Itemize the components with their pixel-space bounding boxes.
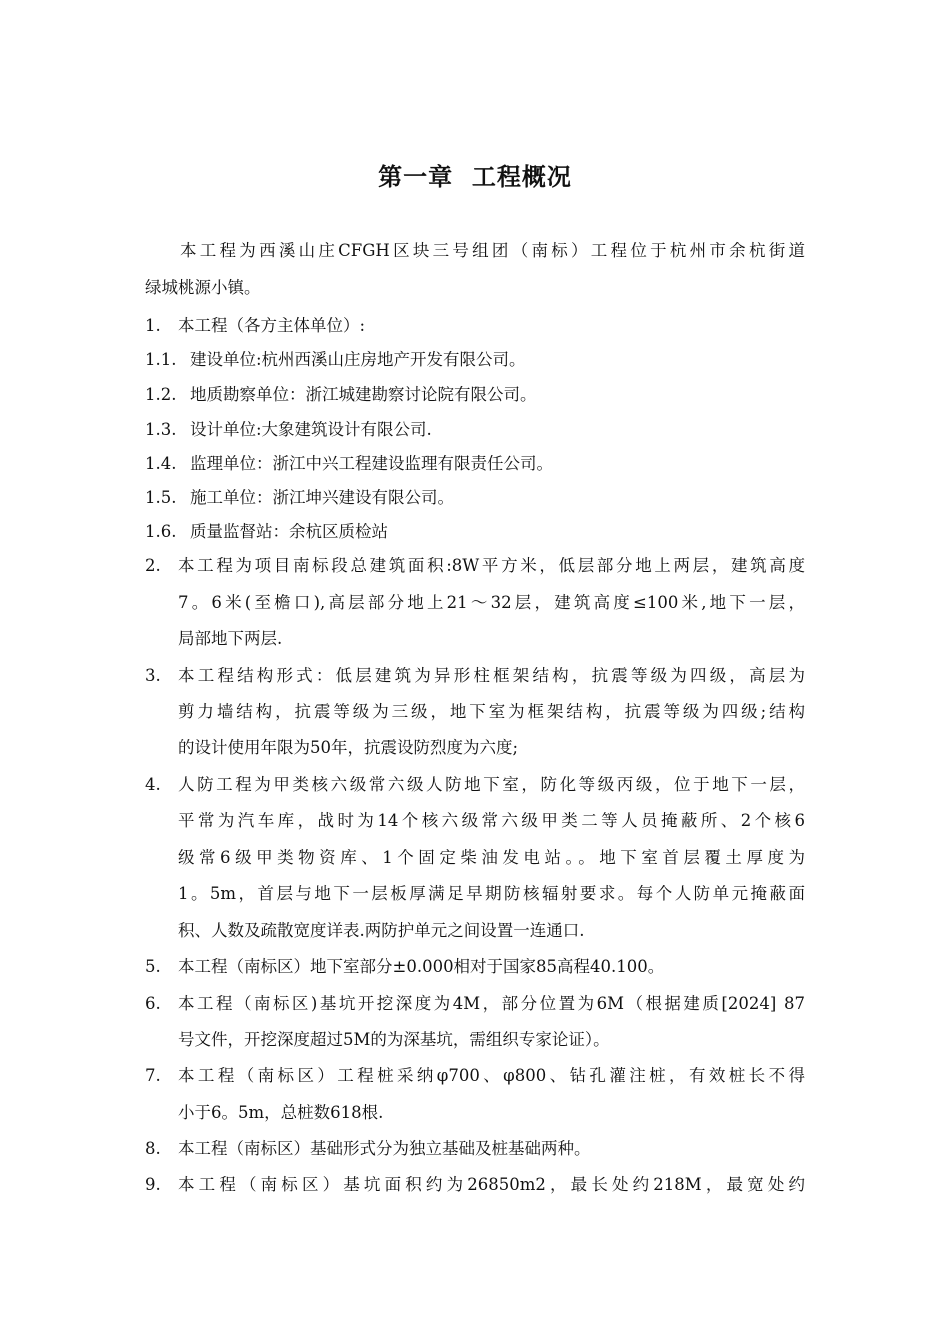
item-text: 平常为汽车库，战时为14个核六级常六级甲类二等人员掩蔽所、2个核6 [178, 811, 805, 830]
item-number: 7. [145, 1066, 161, 1085]
item-number: 1. [145, 316, 161, 335]
item-number: 3. [145, 666, 161, 685]
item-text: 的设计使用年限为50年，抗震设防烈度为六度; [178, 738, 519, 757]
item-text: 本工程为项目南标段总建筑面积:8W平方米，低层部分地上两层，建筑高度 [178, 556, 805, 575]
item-text: 本工程（南标区)基坑开挖深度为4M，部分位置为6M（根据建质[2024] 87 [178, 994, 805, 1013]
item-number: 1.2. [145, 385, 177, 404]
item-text: 本工程（南标区）基础形式分为独立基础及桩基础两种。 [178, 1139, 591, 1158]
item-number: 1.1. [145, 350, 177, 369]
intro-line-1: 本工程为西溪山庄CFGH区块三号组团（南标）工程位于杭州市余杭街道 [180, 241, 805, 260]
item-number: 9. [145, 1175, 161, 1194]
item-text: 小于6。5m，总桩数618根. [178, 1103, 384, 1122]
item-text: 本工程（南标区）基坑面积约为26850m2，最长处约218M，最宽处约 [178, 1175, 805, 1194]
item-text: 局部地下两层. [178, 629, 283, 648]
item-text: 本工程（各方主体单位）: [178, 316, 366, 335]
item-number: 2. [145, 556, 161, 575]
item-text: 建设单位:杭州西溪山庄房地产开发有限公司。 [190, 350, 526, 369]
item-text: 地质勘察单位：浙江城建勘察讨论院有限公司。 [190, 385, 537, 404]
item-number: 6. [145, 994, 161, 1013]
item-text: 号文件，开挖深度超过5M的为深基坑，需组织专家论证）。 [178, 1030, 610, 1049]
item-number: 4. [145, 775, 161, 794]
item-number: 1.4. [145, 454, 177, 473]
item-text: 本工程结构形式：低层建筑为异形柱框架结构，抗震等级为四级，高层为 [178, 666, 805, 685]
item-number: 1.5. [145, 488, 177, 507]
item-text: 本工程（南标区）工程桩采纳φ700、φ800、钻孔灌注桩，有效桩长不得 [178, 1066, 805, 1085]
item-text: 积、人数及疏散宽度详表.两防护单元之间设置一连通口. [178, 921, 585, 940]
item-text: 本工程（南标区）地下室部分±0.000相对于国家85高程40.100。 [178, 957, 665, 976]
item-text: 1。5m，首层与地下一层板厚满足早期防核辐射要求。每个人防单元掩蔽面 [178, 884, 805, 903]
chapter-title: 第一章 工程概况 [378, 163, 572, 191]
item-number: 5. [145, 957, 161, 976]
item-text: 监理单位：浙江中兴工程建设监理有限责任公司。 [190, 454, 553, 473]
item-text: 剪力墙结构，抗震等级为三级，地下室为框架结构，抗震等级为四级;结构 [178, 702, 805, 721]
item-text: 质量监督站：余杭区质检站 [190, 522, 388, 541]
item-text: 施工单位：浙江坤兴建设有限公司。 [190, 488, 454, 507]
item-text: 级常6级甲类物资库、1个固定柴油发电站。。地下室首层覆土厚度为 [178, 848, 805, 867]
item-number: 1.6. [145, 522, 177, 541]
intro-line-2: 绿城桃源小镇。 [145, 278, 261, 297]
item-number: 8. [145, 1139, 161, 1158]
item-number: 1.3. [145, 420, 177, 439]
item-text: 人防工程为甲类核六级常六级人防地下室，防化等级丙级，位于地下一层， [178, 775, 805, 794]
item-text: 7。6米(至檐口),高层部分地上21～32层，建筑高度≤100米,地下一层， [178, 593, 805, 612]
item-text: 设计单位:大象建筑设计有限公司. [190, 420, 432, 439]
